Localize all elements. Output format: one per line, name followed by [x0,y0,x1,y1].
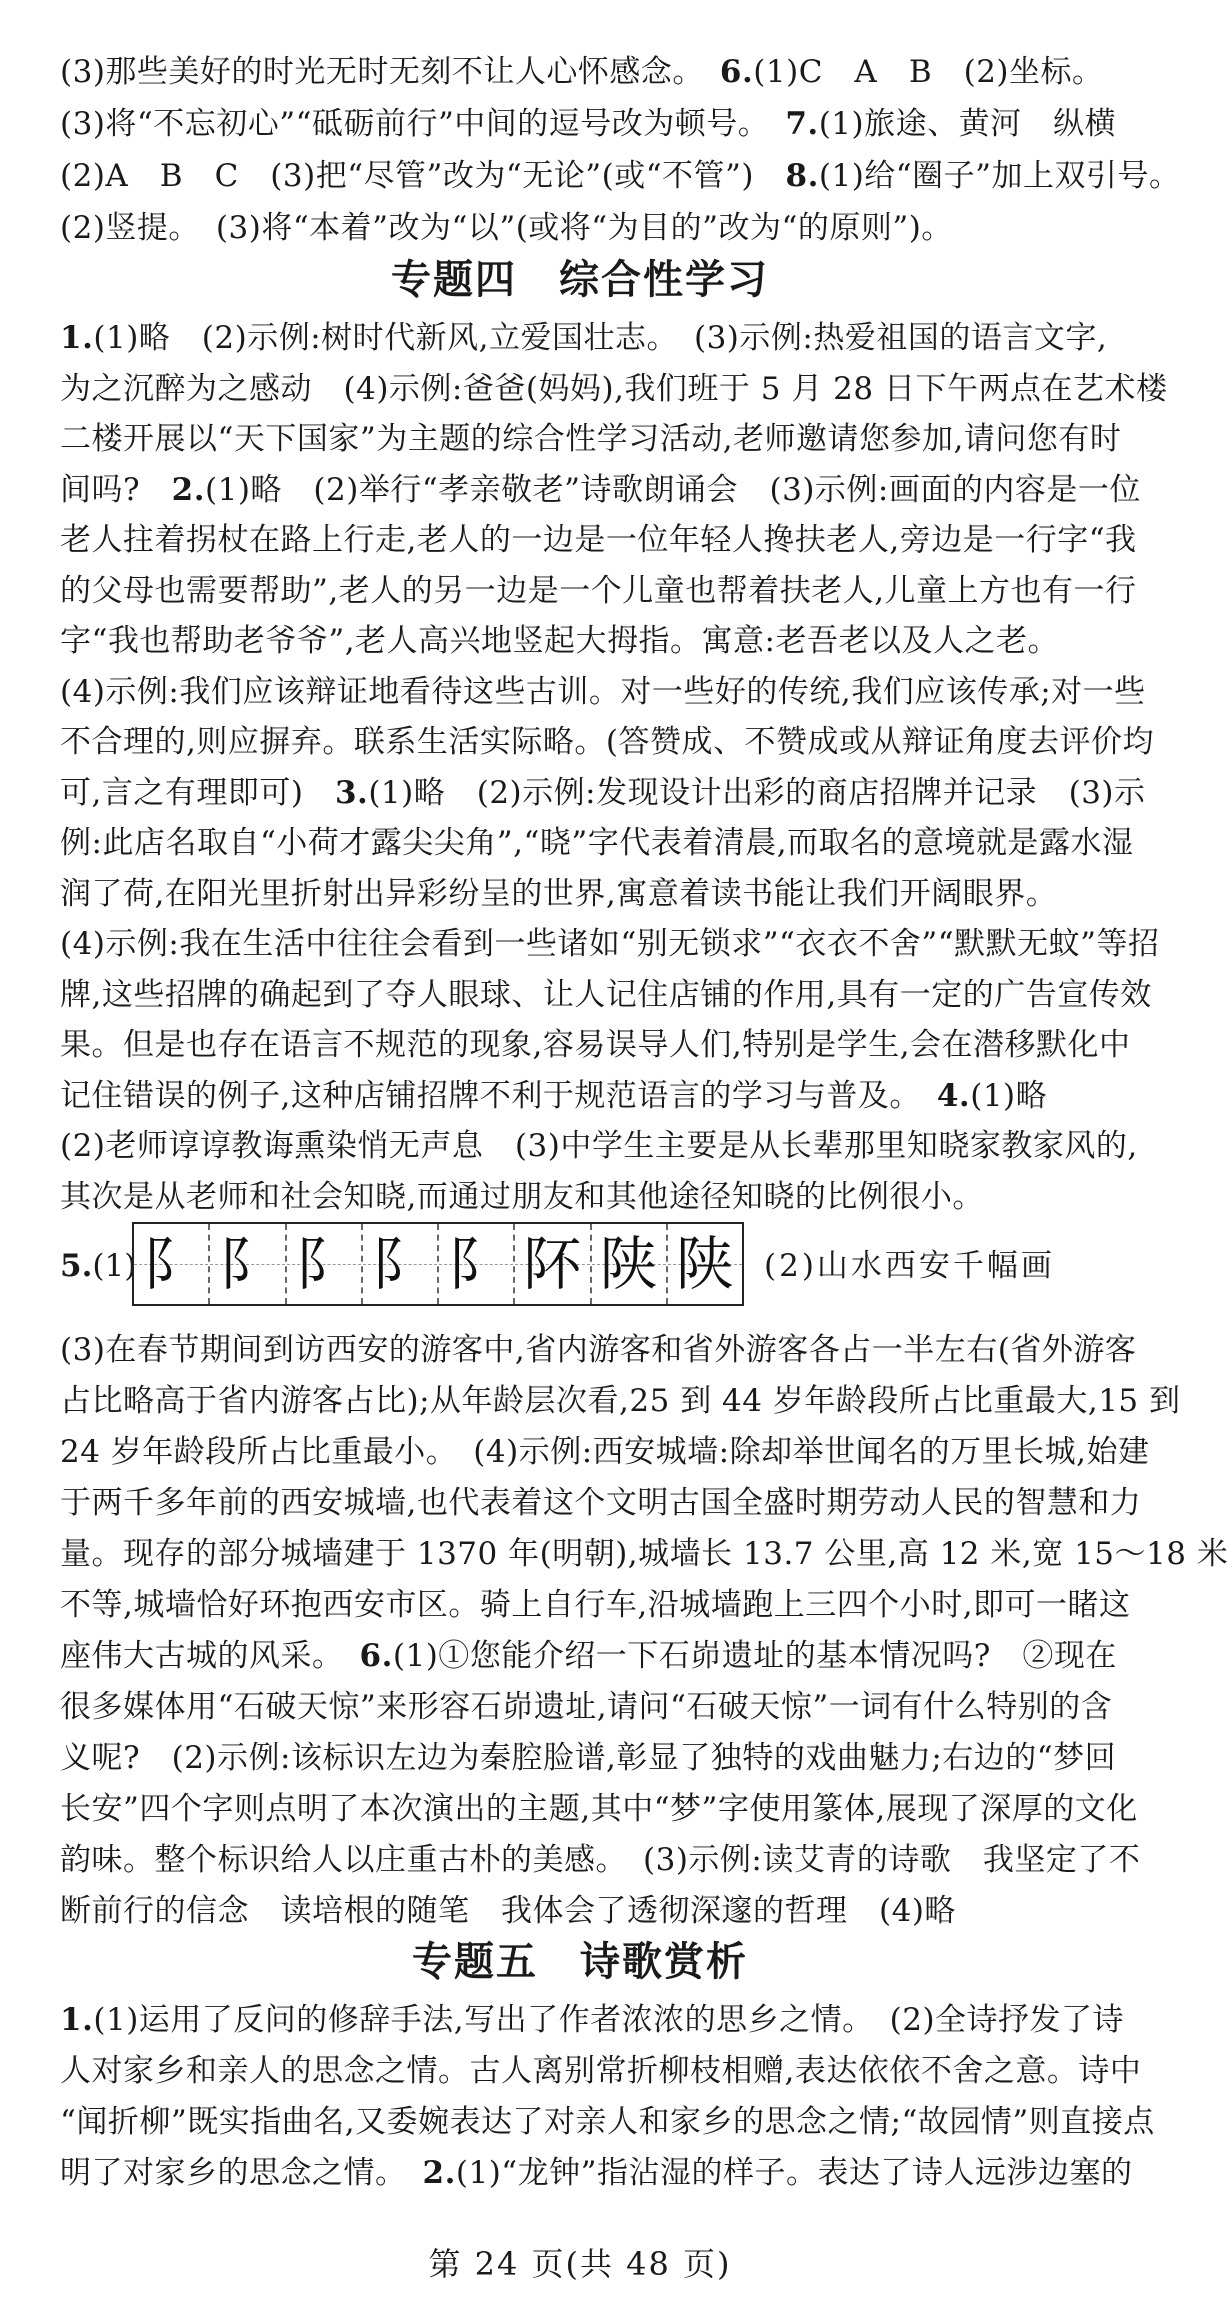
text-line: 字“我也帮助老爷爷”,老人高兴地竖起大拇指。寓意:老吾老以及人之老。 [60,623,1059,659]
text-line: 很多媒体用“石破天惊”来形容石峁遗址,请问“石破天惊”一词有什么特别的含 [60,1689,1113,1725]
text-line: 润了荷,在阳光里折射出异彩纷呈的世界,寓意着读书能让我们开阔眼界。 [60,875,1058,912]
text-line: “闻折柳”既实指曲名,又委婉表达了对亲人和家乡的思念之情;“故园情”则直接点 [60,2104,1155,2140]
stroke-order-grid [132,1222,744,1306]
text-line: 人对家乡和亲人的思念之情。古人离别常折柳枝相赠,表达依依不舍之意。诗中 [60,2053,1142,2089]
page-footer: 第 24 页(共 48 页) [428,2245,732,2283]
stroke-cell [668,1224,742,1304]
text-line: (4)示例:我在生活中往往会看到一些诸如“别无锁求”“衣衣不舍”“默默无蚊”等招 [60,926,1160,962]
text-line: 不合理的,则应摒弃。联系生活实际略。(答赞成、不赞成或从辩证角度去评价均 [60,724,1154,760]
text-line: 例:此店名取自“小荷才露尖尖角”,“晓”字代表着清晨,而取名的意境就是露水湿 [60,825,1134,861]
question-part: (1) [92,1248,137,1284]
text-line: 果。但是也存在语言不规范的现象,容易误导人们,特别是学生,会在潜移默化中 [60,1027,1131,1063]
question-5-handwriting [60,1222,1120,1308]
stroke-glyph: 陕 [675,1230,734,1298]
text-line: 为之沉醉为之感动 (4)示例:爸爸(妈妈),我们班于 5 月 28 日下午两点在艺术楼 [60,370,1168,407]
stroke-cell [134,1224,210,1304]
question-5-answer-2: (2)山水西安千幅画 [764,1248,1055,1284]
stroke-glyph: 阝 [370,1230,429,1298]
stroke-glyph: 阝 [294,1230,353,1298]
text-line: 义呢? (2)示例:该标识左边为秦腔脸谱,彰显了独特的戏曲魅力;右边的“梦回 [60,1740,1117,1776]
stroke-cell [210,1224,286,1304]
text-line: 二楼开展以“天下国家”为主题的综合性学习活动,老师邀请您参加,请问您有时 [60,421,1122,457]
text-line: (3)将“不忘初心”“砥砺前行”中间的逗号改为顿号。 7.(1)旅途、黄河 纵横 [60,106,1117,142]
text-line: (2)A B C (3)把“尽管”改为“无论”(或“不管”) 8.(1)给“圈子”加上双引号。 [60,158,1181,194]
stroke-cell [287,1224,363,1304]
stroke-glyph: 阝 [218,1230,277,1298]
text-line: 1.(1)略 (2)示例:树时代新风,立爱国壮志。 (3)示例:热爱祖国的语言文字, [60,320,1108,356]
text-line: 断前行的信念 读培根的随笔 我体会了透彻深邃的哲理 (4)略 [60,1893,956,1929]
stroke-glyph: 陕 [599,1230,658,1298]
text-line: 牌,这些招牌的确起到了夺人眼球、让人记住店铺的作用,具有一定的广告宣传效 [60,976,1152,1013]
text-line: (2)竖提。 (3)将“本着”改为“以”(或将“为目的”改为“的原则”)。 [60,210,953,246]
stroke-cell [592,1224,668,1304]
stroke-glyph: 阝 [447,1230,506,1298]
question-number: 5. [60,1248,93,1284]
text-line: 间吗? 2.(1)略 (2)举行“孝亲敬老”诗歌朗诵会 (3)示例:画面的内容是一位 [60,471,1141,508]
text-line: 韵味。整个标识给人以庄重古朴的美感。 (3)示例:读艾青的诗歌 我坚定了不 [60,1842,1141,1878]
text-line: 不等,城墙恰好环抱西安市区。骑上自行车,沿城墙跑上三四个小时,即可一睹这 [60,1587,1131,1623]
text-line: 量。现存的部分城墙建于 1370 年(明朝),城墙长 13.7 公里,高 12 米,宽 15～18 米 [60,1536,1228,1572]
text-line: (4)示例:我们应该辩证地看待这些古训。对一些好的传统,我们应该传承;对一些 [60,673,1146,710]
text-line: 其次是从老师和社会知晓,而通过朋友和其他途径知晓的比例很小。 [60,1178,984,1215]
text-line: 座伟大古城的风采。 6.(1)①您能介绍一下石峁遗址的基本情况吗? ②现在 [60,1638,1117,1674]
stroke-cell [363,1224,439,1304]
text-line: 记住错误的例子,这种店铺招牌不利于规范语言的学习与普及。 4.(1)略 [60,1077,1048,1114]
text-line: 的父母也需要帮助”,老人的另一边是一个儿童也帮着扶老人,儿童上方也有一行 [60,572,1137,609]
stroke-glyph: 阫 [523,1230,582,1298]
text-line: (3)那些美好的时光无时无刻不让人心怀感念。 6.(1)C A B (2)坐标。 [60,54,1104,90]
stroke-cell [515,1224,591,1304]
text-line: 24 岁年龄段所占比重最小。 (4)示例:西安城墙:除却举世闻名的万里长城,始建 [60,1434,1150,1470]
heading-topic-4: 专题四 综合性学习 [391,257,769,303]
text-line: 老人拄着拐杖在路上行走,老人的一边是一位年轻人搀扶老人,旁边是一行字“我 [60,522,1137,558]
stroke-cell [439,1224,515,1304]
text-line: 1.(1)运用了反问的修辞手法,写出了作者浓浓的思乡之情。 (2)全诗抒发了诗 [60,2002,1125,2038]
text-line: (2)老师谆谆教诲熏染悄无声息 (3)中学生主要是从长辈那里知晓家教家风的, [60,1128,1138,1164]
question-5-label [60,1244,136,1288]
text-line: 明了对家乡的思念之情。 2.(1)“龙钟”指沾湿的样子。表达了诗人远涉边塞的 [60,2155,1133,2191]
text-line: 可,言之有理即可) 3.(1)略 (2)示例:发现设计出彩的商店招牌并记录 (3)示 [60,774,1146,811]
text-line: 长安”四个字则点明了本次演出的主题,其中“梦”字使用篆体,展现了深厚的文化 [60,1791,1138,1827]
text-line: 占比略高于省内游客占比);从年龄层次看,25 到 44 岁年龄段所占比重最大,15 到 [60,1383,1181,1419]
text-line: (3)在春节期间到访西安的游客中,省内游客和省外游客各占一半左右(省外游客 [60,1332,1137,1368]
text-line: 于两千多年前的西安城墙,也代表着这个文明古国全盛时期劳动人民的智慧和力 [60,1485,1142,1521]
stroke-glyph: ⻖ [142,1230,201,1298]
heading-topic-5: 专题五 诗歌赏析 [412,1939,748,1985]
